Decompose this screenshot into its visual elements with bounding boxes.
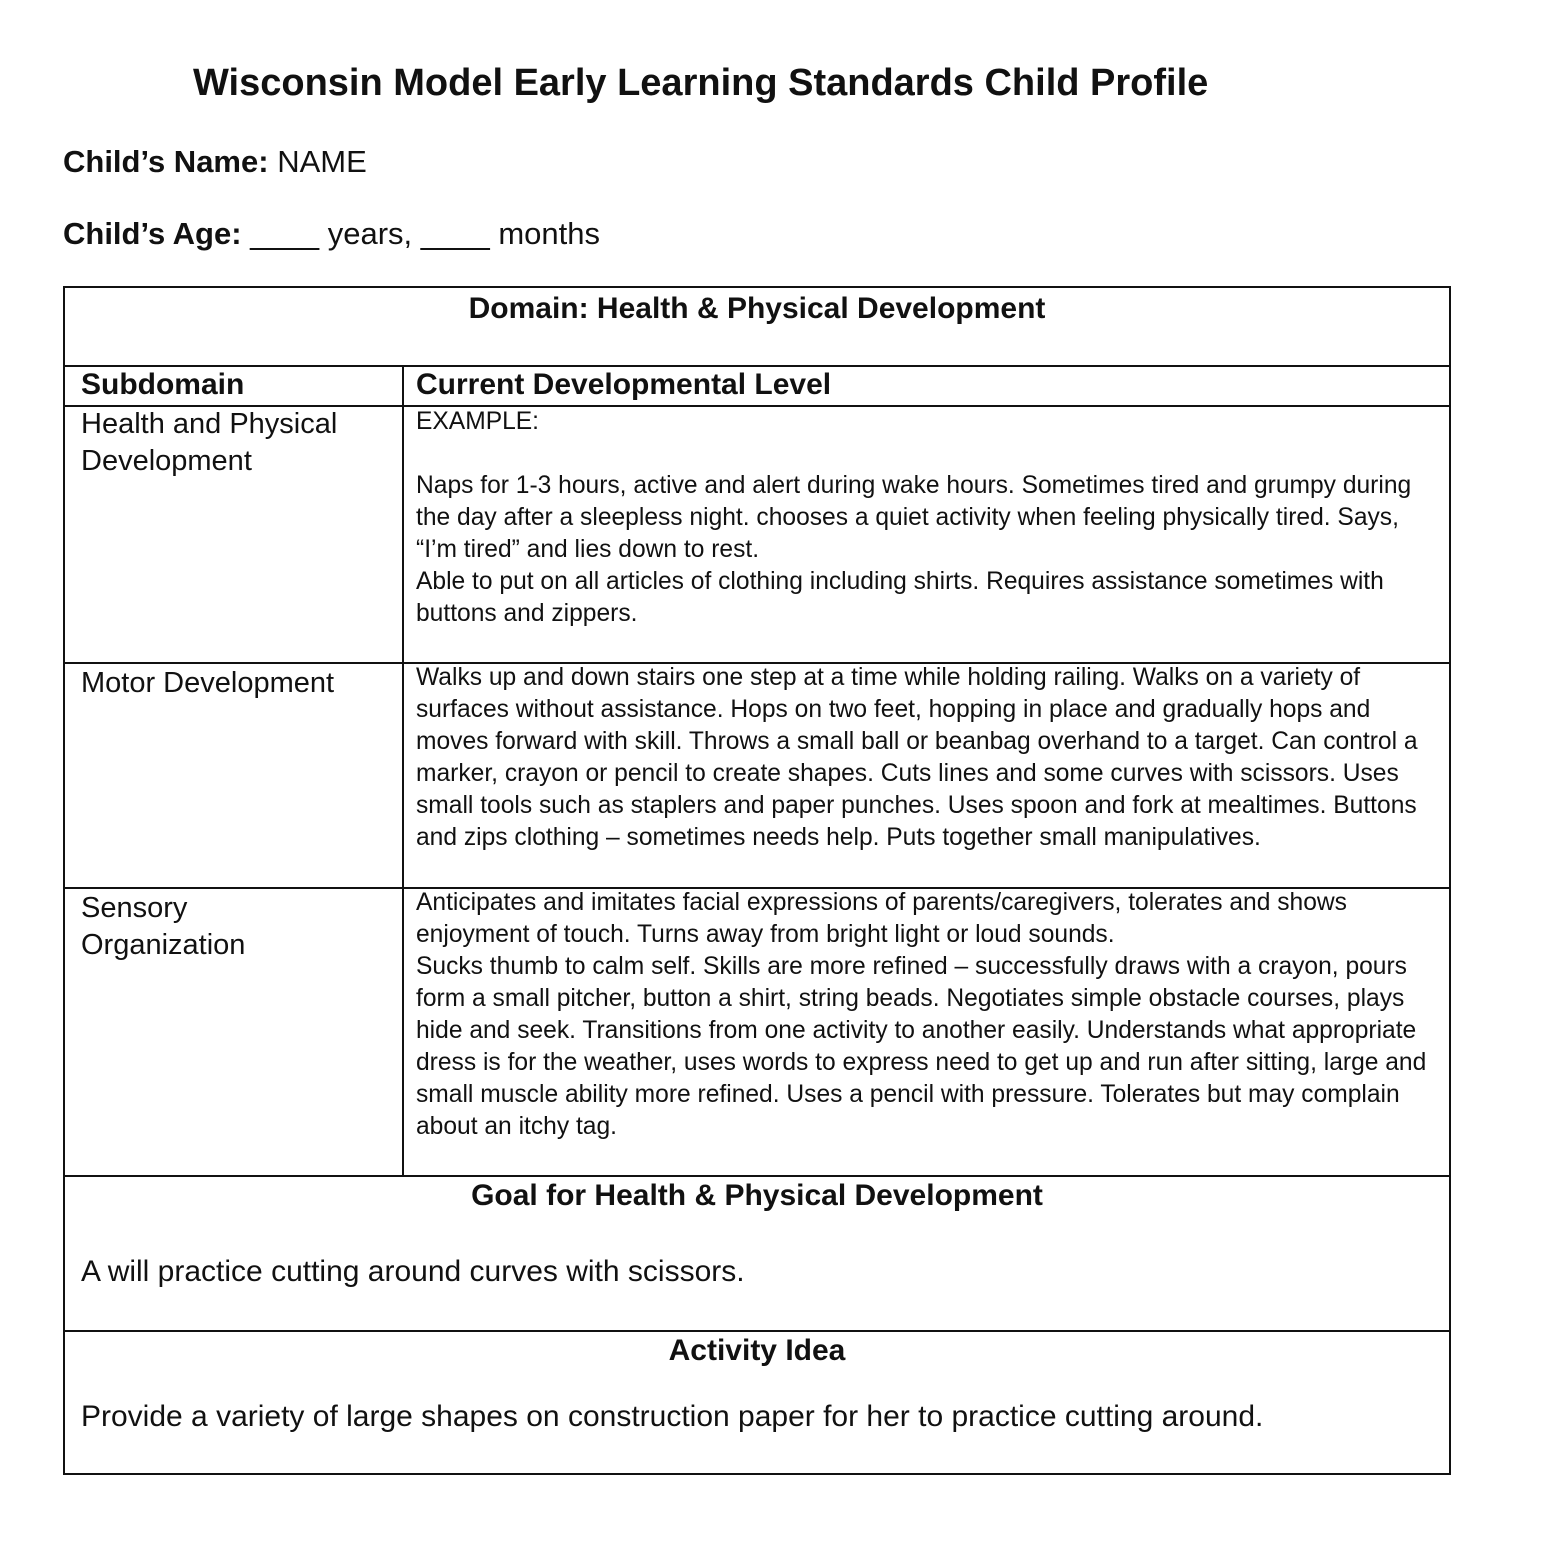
table-divider (65, 1175, 1449, 1177)
subdomain-sensory: Sensory Organization (81, 892, 246, 961)
level-health-physical: EXAMPLE: Naps for 1-3 hours, active and alert during wake hours. Sometimes tired and grumpy during the day after a sleepless night. chooses a quiet activity when feeling physically tired. Says, “I’m tired” and lies down to rest. Able to put on all articles of clothing including shirts. Requires assistance sometimes with buttons and zippers. (416, 408, 1412, 627)
subdomain-health-physical: Health and Physical Development (81, 408, 338, 477)
profile-table (63, 286, 1451, 1475)
goal-text: A will practice cutting around curves with scissors. (81, 1255, 745, 1288)
subdomain-column-header: Subdomain (81, 368, 245, 401)
column-divider (402, 365, 404, 1177)
activity-title: Activity Idea (668, 1334, 846, 1367)
child-age-value: ____ years, ____ months (250, 216, 601, 251)
child-name-line (63, 144, 367, 180)
level-motor: Walks up and down stairs one step at a time while holding railing. Walks on a variety of surfaces without assistance. Hops on two feet, hopping in place and gradually hops and moves forward with skill. Throws a small ball or beanbag overhand to a target. Can control a marker, crayon or pencil to create shapes. Cuts lines and some curves with scissors. Uses small tools such as staplers and paper punches. Uses spoon and fork at mealtimes. Buttons and zips clothing – sometimes needs help. Puts together small manipulatives. (416, 664, 1418, 851)
subdomain-motor: Motor Development (81, 667, 335, 699)
child-age-line (63, 216, 600, 252)
goal-title: Goal for Health & Physical Development (471, 1179, 1043, 1212)
level-column-header: Current Developmental Level (416, 368, 832, 401)
domain-header: Domain: Health & Physical Development (468, 292, 1046, 325)
child-name-value: NAME (277, 144, 367, 179)
activity-text: Provide a variety of large shapes on construction paper for her to practice cutting around. (81, 1400, 1264, 1433)
document-title: Wisconsin Model Early Learning Standards Child Profile (193, 62, 1209, 104)
table-divider (65, 365, 1449, 367)
table-divider (65, 1330, 1449, 1332)
child-age-label: Child’s Age: (63, 216, 242, 251)
level-sensory: Anticipates and imitates facial expressions of parents/caregivers, tolerates and shows enjoyment of touch. Turns away from bright light or loud sounds. Sucks thumb to calm self. Skills are more refined – successfully draws with a crayon, pours form a small pitcher, button a shirt, string beads. Negotiates simple obstacle courses, plays hide and seek. Transitions from one activity to another easily. Understands what appropriate dress is for the weather, uses words to express need to get up and run after sitting, large and small muscle ability more refined. Uses a pencil with pressure. Tolerates but may complain about an itchy tag. (416, 889, 1427, 1140)
child-name-label: Child’s Name: (63, 144, 269, 179)
